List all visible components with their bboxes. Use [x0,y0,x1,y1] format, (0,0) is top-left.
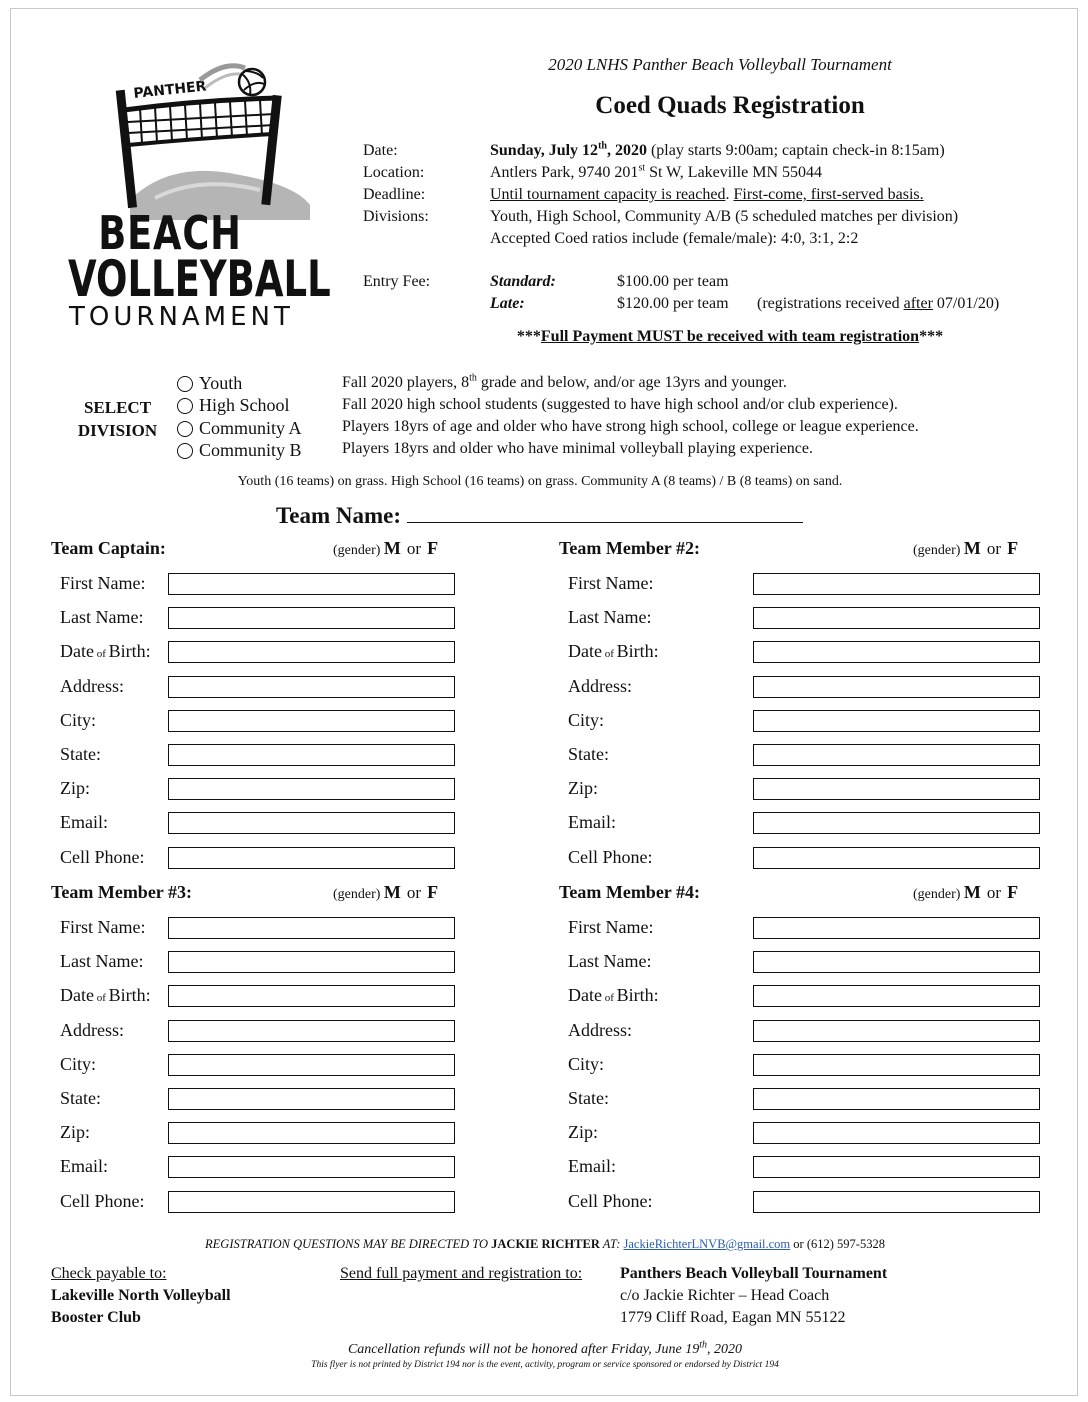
email-input[interactable] [753,812,1040,834]
date-of-birth-input[interactable] [753,641,1040,663]
state-label: State: [60,1088,101,1108]
gender-f-option[interactable]: F [427,882,439,902]
state-label: State: [568,744,609,764]
send-line-3: 1779 Cliff Road, Eagan MN 55122 [620,1309,846,1326]
city-input[interactable] [168,1054,455,1076]
city-input[interactable] [168,710,455,732]
first-name-label: First Name: [568,573,654,593]
address-input[interactable] [753,676,1040,698]
standard-price: $100.00 per team [617,273,729,290]
email-label: Email: [568,1156,616,1177]
radio-circle-icon[interactable] [177,398,193,414]
team-name-row: Team Name: [276,503,803,529]
deadline-label: Deadline: [363,186,426,203]
logo-volleyball-word: VOLLEYBALL [68,250,331,308]
deadline-value: Until tournament capacity is reached. First-come, first-served basis. [490,186,924,203]
zip-input[interactable] [168,778,455,800]
first-name-label: First Name: [568,917,654,937]
cell-phone-label: Cell Phone: [568,1190,653,1211]
radio-circle-icon[interactable] [177,421,193,437]
entry-fee-label: Entry Fee: [363,273,431,290]
email-input[interactable] [753,1156,1040,1178]
radio-circle-icon[interactable] [177,443,193,459]
divisions-value: Youth, High School, Community A/B (5 scheduled matches per division) [490,208,959,225]
address-input[interactable] [753,1020,1040,1042]
first-name-input[interactable] [168,573,455,595]
member-title: Team Captain: [51,538,166,558]
district-disclaimer: This flyer is not printed by District 194 nor is the event, activity, program or service sponsored or endorsed by District 194 [311,1360,779,1370]
cancellation-note: Cancellation refunds will not be honored after Friday, June 19th, 2020 [347,1339,743,1357]
member-block-3 [51,882,551,1222]
zip-label: Zip: [568,778,598,799]
last-name-input[interactable] [168,951,455,973]
city-label: City: [60,709,97,730]
date-of-birth-label: Date of Birth: [568,641,659,662]
gender-f-option[interactable]: F [1007,882,1019,902]
first-name-input[interactable] [753,573,1040,595]
location-value: Antlers Park, 9740 201st St W, Lakeville MN 55044 [490,162,822,181]
member-title: Team Member #4: [559,882,700,902]
late-note: (registrations received after 07/01/20) [757,295,1000,312]
last-name-label: Last Name: [568,607,652,628]
member-block-2 [559,538,1059,878]
logo-beach-word: BEACH [98,206,242,260]
registration-questions: REGISTRATION QUESTIONS MAY BE DIRECTED TO JACKIE RICHTER AT: JackieRichterLNVB@gmail.com or (612) 597-5328 [205,1237,885,1251]
state-input[interactable] [753,1088,1040,1110]
zip-label: Zip: [568,1122,598,1143]
city-label: City: [60,1053,97,1074]
city-label: City: [568,709,605,730]
state-input[interactable] [168,1088,455,1110]
payable-line-2: Booster Club [51,1309,141,1326]
cell-phone-input[interactable] [168,847,455,869]
first-name-label: First Name: [60,917,146,937]
contact-email-link[interactable]: JackieRichterLNVB@gmail.com [623,1237,791,1251]
first-name-label: First Name: [60,573,146,593]
svg-text:PANTHER: PANTHER [132,78,208,102]
city-input[interactable] [753,1054,1040,1076]
member-block-4 [559,882,1059,1222]
division-option-community-a[interactable]: Community A [177,418,302,439]
division-desc-high-school: Fall 2020 high school students (suggested to have high school and/or club experience). [342,396,898,413]
address-label: Address: [568,1019,632,1040]
gender-selector: (gender) M or F [333,882,439,902]
gender-f-option[interactable]: F [427,538,439,558]
city-label: City: [568,1053,605,1074]
date-of-birth-input[interactable] [168,985,455,1007]
division-desc-youth: Fall 2020 players, 8th grade and below, and/or age 13yrs and younger. [342,372,787,391]
address-label: Address: [568,675,632,696]
state-label: State: [568,1088,609,1108]
cell-phone-label: Cell Phone: [60,846,145,867]
date-of-birth-label: Date of Birth: [60,641,151,662]
coed-ratios: Accepted Coed ratios include (female/male): 4:0, 3:1, 2:2 [490,230,859,247]
radio-circle-icon[interactable] [177,376,193,392]
zip-input[interactable] [168,1122,455,1144]
team-name-input-line[interactable] [407,504,803,523]
city-input[interactable] [753,710,1040,732]
date-of-birth-input[interactable] [168,641,455,663]
send-line-2: c/o Jackie Richter – Head Coach [620,1287,830,1304]
zip-label: Zip: [60,1122,90,1143]
division-option-community-b[interactable]: Community B [177,440,302,461]
tournament-subtitle: 2020 LNHS Panther Beach Volleyball Tournament [548,55,892,74]
last-name-label: Last Name: [60,607,144,628]
date-of-birth-label: Date of Birth: [60,985,151,1006]
last-name-input[interactable] [753,607,1040,629]
tournament-logo [60,50,340,340]
last-name-input[interactable] [168,607,455,629]
gender-m-option[interactable]: M [383,538,401,558]
divisions-label: Divisions: [363,208,429,225]
address-input[interactable] [168,1020,455,1042]
email-input[interactable] [168,812,455,834]
first-name-input[interactable] [753,917,1040,939]
date-label: Date: [363,142,398,159]
date-of-birth-input[interactable] [753,985,1040,1007]
cell-phone-label: Cell Phone: [568,846,653,867]
send-label: Send full payment and registration to: [340,1265,583,1282]
page-title: Coed Quads Registration [595,92,865,119]
cell-phone-label: Cell Phone: [60,1190,145,1211]
division-option-high-school[interactable]: High School [177,395,290,416]
payable-label: Check payable to: [51,1265,167,1282]
gender-f-option[interactable]: F [1007,538,1019,558]
standard-label: Standard: [490,273,556,290]
last-name-input[interactable] [753,951,1040,973]
division-desc-community-a: Players 18yrs of age and older who have strong high school, college or league experience. [342,418,919,435]
zip-label: Zip: [60,778,90,799]
email-label: Email: [60,812,108,833]
state-input[interactable] [168,744,455,766]
payable-line-1: Lakeville North Volleyball [51,1287,231,1304]
gender-selector: (gender) M or F [333,538,439,558]
division-option-youth[interactable]: Youth [177,373,242,394]
member-title: Team Member #2: [559,538,700,558]
cell-phone-input[interactable] [753,1191,1040,1213]
state-label: State: [60,744,101,764]
send-line-1: Panthers Beach Volleyball Tournament [620,1265,888,1282]
address-label: Address: [60,1019,124,1040]
zip-input[interactable] [753,1122,1040,1144]
date-of-birth-label: Date of Birth: [568,985,659,1006]
email-label: Email: [60,1156,108,1177]
logo-tournament-word: TOURNAMENT [69,302,294,332]
state-input[interactable] [753,744,1040,766]
select-division-label: SELECT DIVISION [77,398,158,440]
gender-selector: (gender) M or F [913,538,1019,558]
first-name-input[interactable] [168,917,455,939]
address-input[interactable] [168,676,455,698]
date-value: Sunday, July 12th, 2020 (play starts 9:00am; captain check-in 8:15am) [490,140,945,159]
division-desc-community-b: Players 18yrs and older who have minimal volleyball playing experience. [342,440,813,457]
email-label: Email: [568,812,616,833]
late-label: Late: [490,295,525,312]
gender-m-option[interactable]: M [963,538,981,558]
division-fields-note: Youth (16 teams) on grass. High School (16 teams) on grass. Community A (8 teams) / B (8 teams) on sand. [237,474,843,489]
member-title: Team Member #3: [51,882,192,902]
gender-selector: (gender) M or F [913,882,1019,902]
member-block-1 [51,538,551,878]
gender-m-option[interactable]: M [383,882,401,902]
payment-notice: ***Full Payment MUST be received with team registration*** [516,328,944,345]
address-label: Address: [60,675,124,696]
cell-phone-input[interactable] [753,847,1040,869]
zip-input[interactable] [753,778,1040,800]
late-price: $120.00 per team [617,295,729,312]
email-input[interactable] [168,1156,455,1178]
location-label: Location: [363,164,425,181]
gender-m-option[interactable]: M [963,882,981,902]
last-name-label: Last Name: [60,951,144,972]
last-name-label: Last Name: [568,951,652,972]
cell-phone-input[interactable] [168,1191,455,1213]
